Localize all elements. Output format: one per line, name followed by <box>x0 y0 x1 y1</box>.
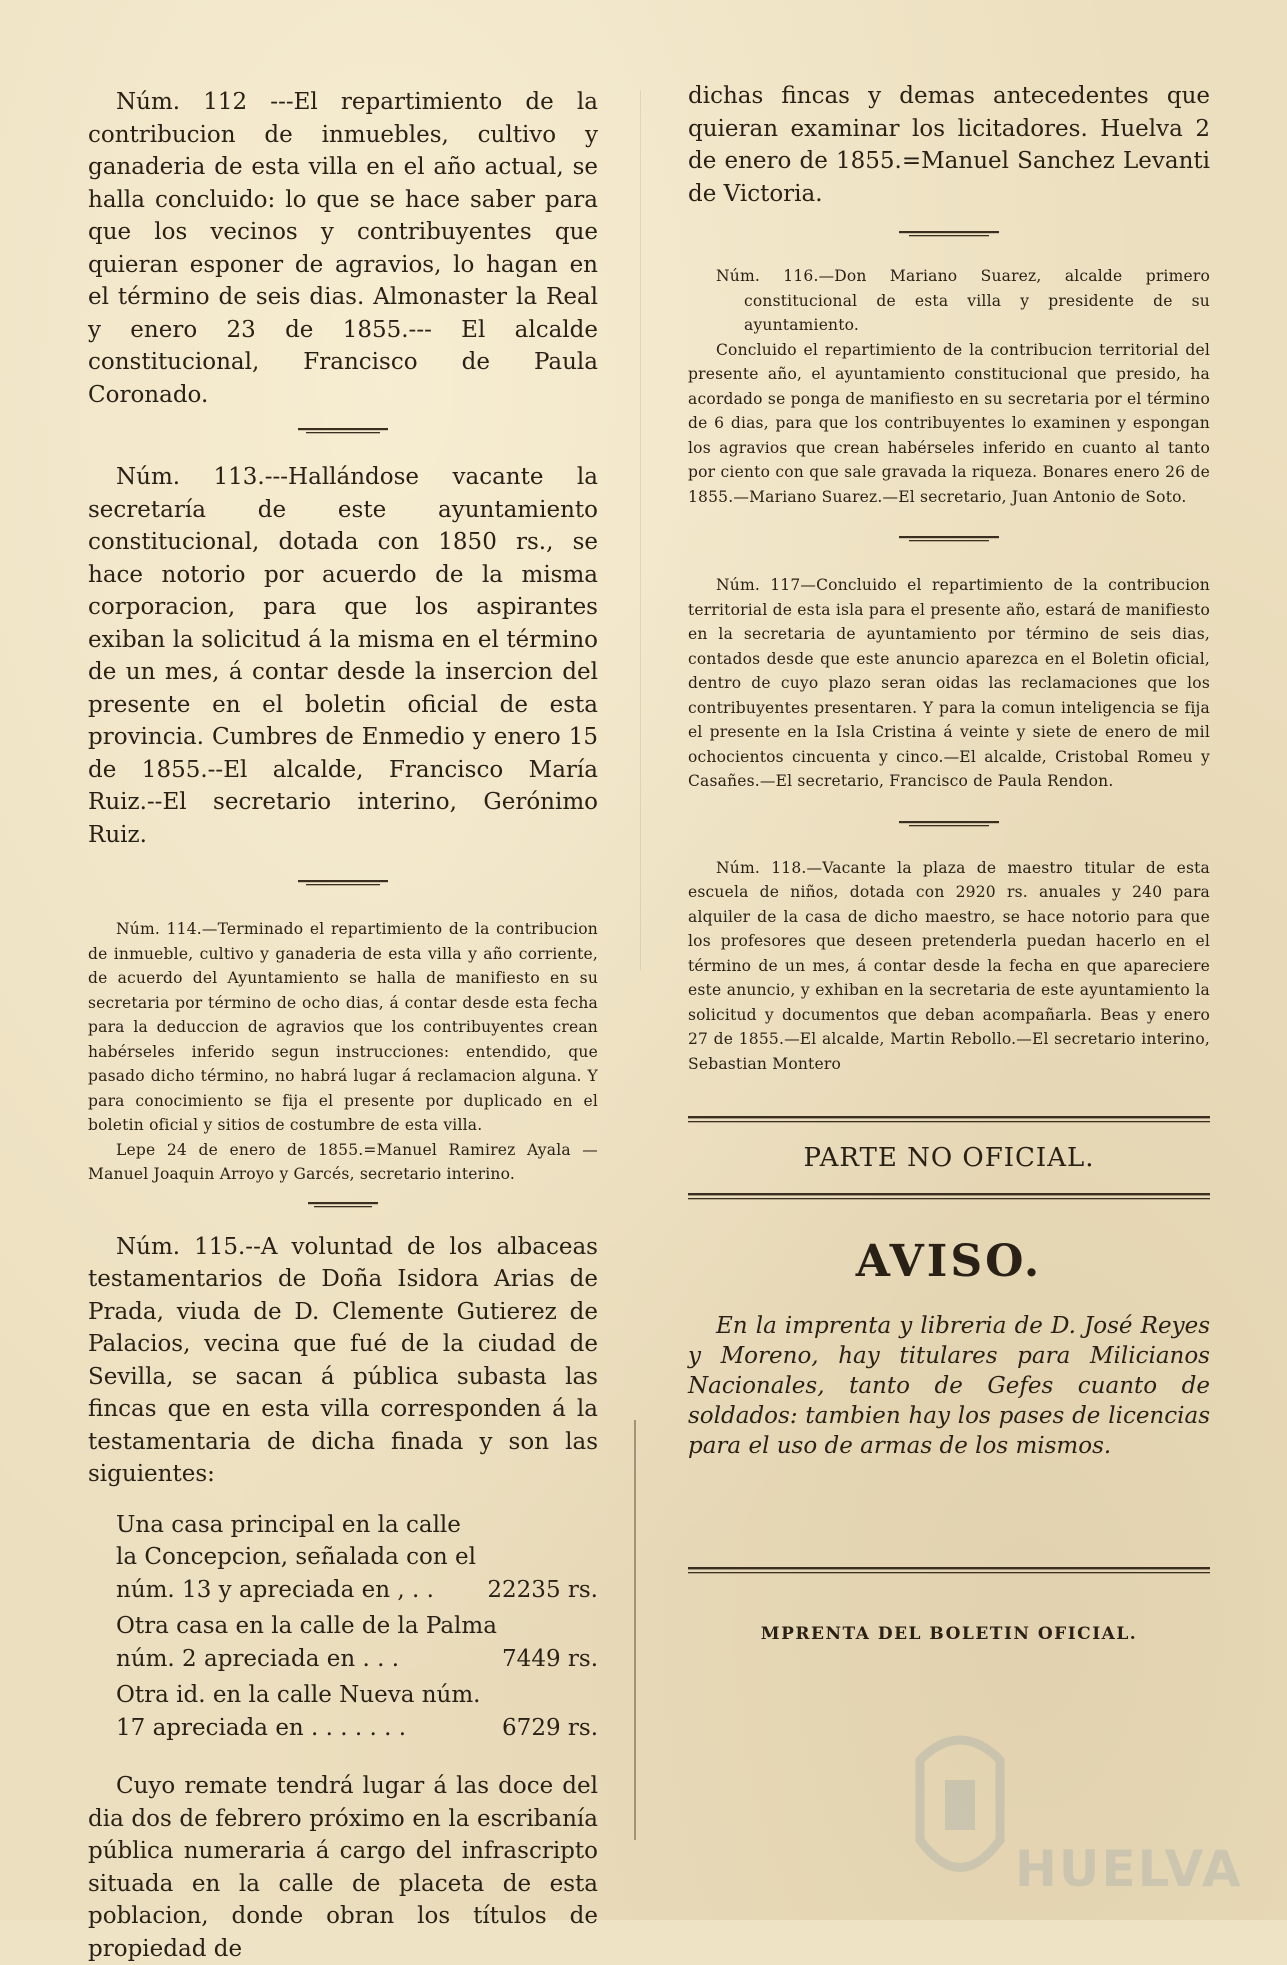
property-value: 22235 rs. <box>487 1576 598 1603</box>
property-label: Otra casa en la calle de la Palma núm. 2 apreciada en . . . <box>116 1613 497 1672</box>
notice-118: Núm. 118.—Vacante la plaza de maestro titular de esta escuela de niños, dotada con 2920 rs. anuales y 240 para alquiler de la casa de dicho maestro, se hace notorio para que los profesores que deseen pretenderla puedan hacerlo en el término de un mes, á contar desde la fecha en que apareciere este anuncio, y exhiban en la secretaria de este ayuntamiento la solicitud y documentos que deban acompañarla. Beas y enero 27 de 1855.—El alcalde, Martin Rebollo.—El secretario interino, Sebastian Montero <box>688 858 1210 1073</box>
ornament-divider <box>688 820 1210 828</box>
property-label: Una casa principal en la calle la Concepcion, señalada con el núm. 13 y apreciada en , . . <box>116 1511 476 1603</box>
section-rule <box>688 1187 1210 1206</box>
notice-116: Concluido el repartimiento de la contribucion territorial del presente año, el ayuntamiento constitucional que presido, ha acordado se ponga de manifiesto en su secretaria por el término de 6 dias, para que los contribuyentes lo examinen y espongan los agravios que crean habérseles inferido en cuanto al tanto por ciento con que sale gravada la riqueza. Bonares enero 26 de 1855.—Mariano Suarez.—El secretario, Juan Antonio de Soto. <box>688 340 1210 506</box>
notice-115: Núm. 115.--A voluntad de los albaceas testamentarios de Doña Isidora Arias de Prada, viuda de D. Clemente Gutierez de Palacios, vecina que fué de la ciudad de Sevilla, se sacan á pública subasta las fincas que en esta villa corresponden á la testamentaria de dicha finada y son las siguientes: <box>88 1233 598 1487</box>
ornament-divider <box>88 427 598 435</box>
notice-114-signature: Lepe 24 de enero de 1855.=Manuel Ramirez Ayala —Manuel Joaquin Arroyo y Garcés, secretario interino. <box>88 1140 598 1183</box>
property-list <box>88 1509 598 1745</box>
list-item <box>88 1679 598 1744</box>
left-column <box>88 0 598 1965</box>
column-rule <box>634 1420 636 1840</box>
notice-115-end: Cuyo remate tendrá lugar á las doce del dia dos de febrero próximo en la escribanía pública numeraria á cargo del infrascripto situada en la calle de placeta de esta poblacion, donde obran los títulos de propiedad de <box>88 1773 598 1962</box>
notice-115-continued: dichas fincas y demas antecedentes que quieran examinar los licitadores. Huelva 2 de enero de 1855.=Manuel Sanchez Levanti de Victoria. <box>688 83 1210 207</box>
crest-icon <box>905 1720 1015 1900</box>
right-column <box>688 0 1210 1644</box>
property-value: 7449 rs. <box>502 1645 598 1672</box>
ornament-divider <box>688 230 1210 238</box>
section-rule <box>688 1110 1210 1129</box>
watermark-text: HUELVA <box>1015 1840 1243 1898</box>
notice-116-heading: Núm. 116.—Don Mariano Suarez, alcalde primero constitucional de esta villa y presidente de su ayuntamiento. <box>716 267 1210 334</box>
property-value: 6729 rs. <box>502 1714 598 1741</box>
list-item <box>88 1610 598 1675</box>
aviso-body: En la imprenta y libreria de D. José Reyes y Moreno, hay titulares para Milicianos Nacionales, tanto de Gefes cuanto de soldados: tambien hay los pases de licencias para el uso de armas de los mismos. <box>688 1313 1210 1459</box>
column-gutter <box>640 90 641 970</box>
archive-watermark <box>905 1720 1243 1910</box>
aviso-title: AVISO. <box>855 1236 1043 1287</box>
ornament-divider <box>88 1201 598 1209</box>
list-item <box>88 1509 598 1607</box>
section-heading: PARTE NO OFICIAL. <box>803 1143 1095 1173</box>
notice-112: Núm. 112 ---El repartimiento de la contribucion de inmuebles, cultivo y ganaderia de esta villa en el año actual, se halla concluido: lo que se hace saber para que los vecinos y contribuyentes que quieran esponer de agravios, lo hagan en el término de seis dias. Almonaster la Real y enero 23 de 1855.--- El alcalde constitucional, Francisco de Paula Coronado. <box>88 89 598 408</box>
notice-113: Núm. 113.---Hallándose vacante la secretaría de este ayuntamiento constitucional, dotada con 1850 rs., se hace notorio por acuerdo de la misma corporacion, para que los aspirantes exiban la solicitud á la misma en el término de un mes, á contar desde la insercion del presente en el boletin oficial de esta provincia. Cumbres de Enmedio y enero 15 de 1855.--El alcalde, Francisco María Ruiz.--El secretario interino, Gerónimo Ruiz. <box>88 464 598 848</box>
ornament-divider <box>88 879 598 887</box>
notice-114: Núm. 114.—Terminado el repartimiento de la contribucion de inmueble, cultivo y ganaderia de esta villa y año corriente, de acuerdo del Ayuntamiento se halla de manifiesto en su secretaria por término de ocho dias, á contar desde esta fecha para la deduccion de agravios que los contribuyentes crean habérseles inferido segun instrucciones: entendido, que pasado dicho término, no habrá lugar á reclamacion alguna. Y para conocimiento se fija el presente por duplicado en el boletin oficial y sitios de costumbre de esta villa. <box>88 920 598 1134</box>
section-rule <box>688 1561 1210 1580</box>
printer-imprint: MPRENTA DEL BOLETIN OFICIAL. <box>760 1624 1138 1644</box>
property-label: Otra id. en la calle Nueva núm. 17 apreciada en . . . . . . . <box>116 1682 481 1741</box>
ornament-divider <box>688 535 1210 543</box>
notice-117: Núm. 117—Concluido el repartimiento de la contribucion territorial de esta isla para el presente año, estará de manifiesto en la secretaria de ayuntamiento por término de seis dias, contados desde que este anuncio aparezca en el Boletin oficial, dentro de cuyo plazo seran oidas las reclamaciones que los contribuyentes presentaren. Y para la comun inteligencia se fija el presente en la Isla Cristina á veinte y siete de enero de mil ochocientos cincuenta y cinco.—El alcalde, Cristobal Romeu y Casañes.—El secretario, Francisco de Paula Rendon. <box>688 576 1210 790</box>
